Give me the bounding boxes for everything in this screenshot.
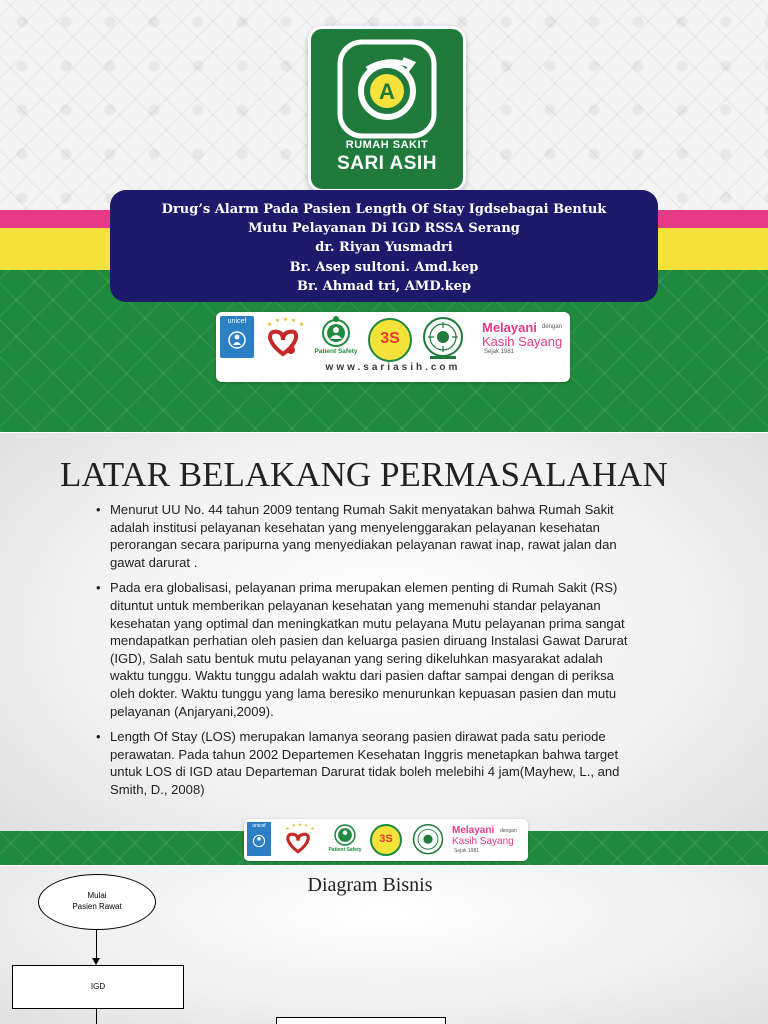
bullet-dot: •	[96, 502, 101, 517]
kasih-sayang-word: Kasih Sayang	[482, 334, 563, 349]
author-line-3: Br. Ahmad tri, AMD.kep	[296, 279, 472, 294]
dengan-word: dengan	[500, 828, 517, 834]
arrow-down-icon	[92, 958, 100, 965]
bullet-text-3: Length Of Stay (LOS) merupakan lamanya seorang pasien dirawat pada satu periode perawatan. Pada tahun 2002 Departemen Kesehatan Inggris menetapkan bahwa target untuk LOS di IGD atau Departeman Darurat tidak boleh melebihi 4 jam(Mayhew, L., and Smith, D., 2008)	[110, 729, 620, 797]
3s-logo	[368, 318, 412, 362]
logo-line-1: RUMAH SAKIT	[345, 139, 429, 151]
accreditation-stars-logo-icon	[260, 316, 306, 362]
footer-logos-strip	[244, 819, 528, 861]
unicef-logo	[247, 822, 271, 856]
title-line-2: Mutu Pelayanan Di IGD RSSA Serang	[248, 221, 520, 236]
title-line-1: Drug’s Alarm Pada Pasien Length Of Stay Igdsebagai Bentuk	[161, 202, 607, 217]
bullet-list	[96, 501, 636, 807]
patient-safety-label: Patient Safety	[328, 847, 362, 853]
melayani-word: Melayani	[452, 825, 495, 836]
iso-certification-seal-icon	[422, 316, 464, 360]
baby-friendly-icon	[252, 834, 266, 848]
author-line-1: dr. Riyan Yusmadri	[315, 240, 453, 255]
unicef-label: unicef	[227, 318, 247, 325]
sari-asih-emblem-icon	[337, 39, 437, 139]
igd-node-label: IGD	[90, 982, 106, 991]
baby-friendly-icon	[227, 330, 247, 350]
start-node-line-1: Mulai	[87, 891, 107, 900]
bullet-item	[96, 579, 636, 720]
igd-node	[12, 965, 184, 1009]
diagram-title: Diagram Bisnis	[307, 874, 433, 896]
bullet-text-1: Menurut UU No. 44 tahun 2009 tentang Rumah Sakit menyatakan bahwa Rumah Sakit adalah institusi pelayanan kesehatan yang menyelenggarakan pelayanan kesehatan perorangan secara paripurna yang menyediakan pelayanan rawat inap, rawat jalan dan gawat darurat .	[110, 502, 617, 570]
kasih-sayang-word: Kasih Sayang	[452, 836, 514, 847]
3s-logo	[370, 824, 402, 856]
patient-safety-logo	[314, 316, 358, 364]
background-slide	[0, 433, 768, 865]
unicef-logo	[220, 316, 254, 358]
slide-title: LATAR BELAKANG PERMASALAHAN	[60, 455, 668, 494]
sejak-label: Sejak 1981	[484, 349, 515, 355]
patient-safety-icon	[314, 316, 358, 350]
start-node	[38, 874, 156, 930]
flow-connector	[96, 1008, 97, 1024]
sejak-label: Sejak 1981	[454, 848, 480, 854]
business-diagram-slide	[0, 866, 768, 1024]
logo-line-2: SARI ASIH	[337, 153, 437, 174]
patient-safety-icon	[328, 822, 362, 848]
unicef-label: unicef	[252, 823, 266, 829]
iso-certification-seal-icon	[412, 823, 444, 857]
3s-label: 3S	[379, 833, 393, 845]
start-node-line-2: Pasien Rawat	[72, 902, 122, 911]
flow-connector	[96, 929, 97, 959]
title-banner	[110, 190, 658, 302]
patient-safety-logo	[328, 822, 362, 860]
title-slide	[0, 0, 768, 432]
bullet-item	[96, 501, 636, 571]
patient-safety-label: Patient Safety	[314, 348, 358, 355]
author-line-2: Br. Asep sultoni. Amd.kep	[289, 260, 479, 275]
3s-label: 3S	[380, 330, 400, 347]
accreditation-stars-logo-icon	[280, 822, 316, 858]
bullet-dot: •	[96, 729, 101, 745]
website-url: www.sariasih.com	[325, 362, 461, 373]
bullet-text-2: Pada era globalisasi, pelayanan prima merupakan elemen penting di Rumah Sakit (RS) dituntut untuk memberikan pelayanan kesehatan yang memenuhi standar pelayanan kesehatan yang optimal dan meningkatkan mutu pelayana Mutu pelayanan prima sangat mendapatkan perhatian oleh pasien dan keluarga pasien diruang Instalasi Gawat Darurat (IGD), Salah satu bentuk mutu pelayanan yang sering dikeluhkan masyarakat adalah waktu tunggu. Waktu tunggu adalah waktu dari pasien daftar sampai dengan di periksa oleh dokter. Waktu tunggu yang lama beresiko menurunkan kepuasan pasien dan mutu pelayanan (Anjaryani,2009).	[110, 580, 628, 719]
dengan-word: dengan	[542, 324, 563, 330]
next-process-node	[276, 1017, 446, 1024]
melayani-word: Melayani	[482, 320, 537, 335]
bullet-item	[96, 728, 636, 798]
hospital-logo	[308, 26, 466, 192]
bullet-dot: •	[96, 580, 101, 596]
emblem-letter: A	[379, 79, 395, 104]
